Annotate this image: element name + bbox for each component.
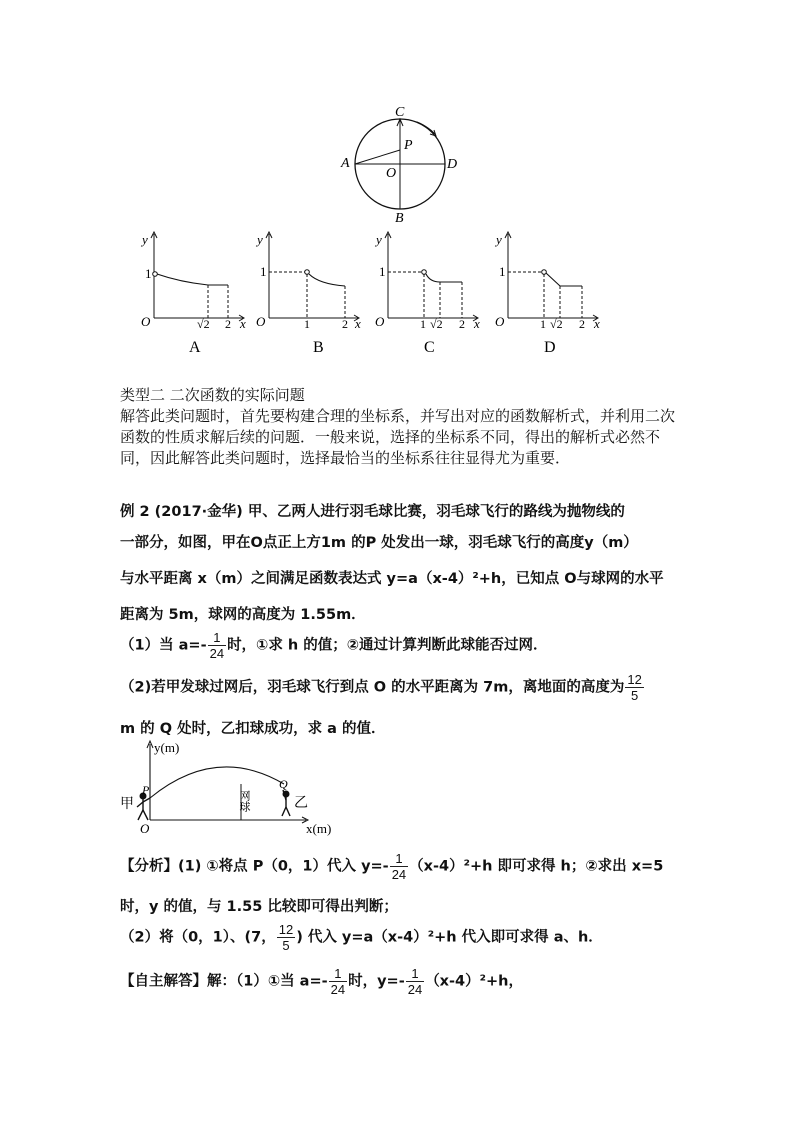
analysis-text: (1) ①将点 P（0，1）代入 y=- bbox=[178, 858, 389, 875]
y-tick-label: 1 bbox=[260, 264, 267, 279]
y-axis-label: y bbox=[376, 232, 382, 247]
example-line-3: 与水平距离 x（m）之间满足函数表达式 y=a（x-4）²+h，已知点 O与球网的水平 bbox=[120, 571, 664, 587]
analysis-line-2: 时，y 的值，与 1.55 比较即可得出判断； bbox=[120, 899, 398, 915]
x-axis-label: x bbox=[594, 316, 600, 331]
x-tick-label: √2 bbox=[430, 317, 443, 331]
point-Q-label: Q bbox=[279, 777, 288, 791]
question-2 bbox=[120, 672, 645, 703]
question-2-continued: m 的 Q 处时，乙扣球成功，求 a 的值． bbox=[120, 721, 386, 737]
analysis-text: ) 代入 y=a（x-4）²+h 代入即可求得 a、h． bbox=[296, 929, 603, 946]
fraction-numerator: 1 bbox=[208, 630, 226, 646]
circle-figure bbox=[335, 100, 465, 225]
example-line-2: 一部分，如图，甲在O点正上方1m 的P 处发出一球，羽毛球飞行的高度y（m） bbox=[120, 535, 638, 551]
analysis-tag: 【分析】 bbox=[120, 858, 178, 875]
graph-option-b bbox=[253, 228, 365, 358]
solution-text: （x-4）²+h， bbox=[425, 973, 523, 990]
origin-label: O bbox=[495, 314, 505, 329]
fraction-1-24 bbox=[329, 966, 347, 997]
solution-line bbox=[120, 966, 523, 997]
analysis-line-1 bbox=[120, 851, 663, 882]
x-axis-label: x bbox=[240, 316, 246, 331]
y-axis-label: y bbox=[142, 232, 148, 247]
option-label: A bbox=[189, 339, 201, 356]
graph-option-a bbox=[138, 228, 250, 358]
solution-text: 解：（1）①当 a=- bbox=[207, 973, 328, 990]
x-tick-label: 1 bbox=[540, 317, 546, 331]
x-tick-label: 1 bbox=[304, 317, 310, 331]
option-label: C bbox=[424, 339, 435, 356]
fraction-12-5 bbox=[277, 922, 295, 953]
y-axis-label: y bbox=[496, 232, 502, 247]
analysis-text: （x-4）²+h 即可求得 h；②求出 x=5 bbox=[409, 858, 664, 875]
label-O: O bbox=[386, 166, 397, 181]
net-label: 网球 bbox=[238, 790, 250, 812]
label-P: P bbox=[404, 138, 413, 153]
player-a-label: 甲 bbox=[120, 797, 134, 812]
x-tick-label: 2 bbox=[225, 317, 231, 331]
fraction-denominator: 5 bbox=[282, 938, 290, 953]
fraction-1-24 bbox=[208, 630, 226, 661]
x-tick-label: 2 bbox=[342, 317, 348, 331]
y-tick-label: 1 bbox=[499, 264, 506, 279]
x-axis-label: x bbox=[355, 316, 361, 331]
fraction-1-24 bbox=[390, 851, 408, 882]
option-label: D bbox=[544, 339, 556, 356]
badminton-court-figure bbox=[116, 738, 346, 838]
label-D: D bbox=[447, 157, 458, 172]
solution-tag: 【自主解答】 bbox=[120, 973, 207, 990]
fraction-numerator: 1 bbox=[406, 966, 424, 982]
fraction-denominator: 5 bbox=[631, 688, 639, 703]
question-1 bbox=[120, 630, 548, 661]
y-tick-label: 1 bbox=[379, 264, 386, 279]
x-tick-label: √2 bbox=[550, 317, 563, 331]
x-axis-label: x bbox=[474, 316, 480, 331]
fraction-numerator: 12 bbox=[627, 672, 642, 687]
fraction-denominator: 24 bbox=[209, 646, 225, 661]
example-line-1: 例 2 (2017·金华) 甲、乙两人进行羽毛球比赛，羽毛球飞行的路线为抛物线的 bbox=[120, 504, 625, 520]
option-label: B bbox=[313, 339, 324, 356]
fraction-denominator: 24 bbox=[330, 982, 346, 997]
graph-option-c bbox=[372, 228, 484, 358]
fraction-denominator: 24 bbox=[407, 982, 423, 997]
label-B: B bbox=[395, 211, 404, 225]
question-1-text: 时，①求 h 的值；②通过计算判断此球能否过网． bbox=[227, 637, 548, 654]
origin-label: O bbox=[375, 314, 385, 329]
label-C: C bbox=[395, 105, 405, 120]
player-b-label: 乙 bbox=[294, 796, 308, 811]
y-axis-label: y bbox=[257, 232, 263, 247]
origin-label: O bbox=[256, 314, 266, 329]
section-heading: 类型二 二次函数的实际问题 bbox=[120, 386, 305, 404]
origin-label: O bbox=[140, 821, 150, 836]
origin-label: O bbox=[141, 314, 151, 329]
fraction-12-5 bbox=[625, 672, 643, 703]
x-axis-label: x(m) bbox=[306, 821, 332, 836]
x-tick-label: 2 bbox=[459, 317, 465, 331]
fraction-numerator: 12 bbox=[278, 922, 294, 937]
label-A: A bbox=[341, 156, 350, 171]
example-line-4: 距离为 5m，球网的高度为 1.55m． bbox=[120, 607, 366, 623]
question-2-text: （2)若甲发球过网后，羽毛球飞行到点 O 的水平距离为 7m，离地面的高度为 bbox=[120, 679, 625, 696]
graph-option-d bbox=[492, 228, 604, 358]
fraction-numerator: 1 bbox=[390, 851, 408, 867]
y-axis-label: y(m) bbox=[154, 740, 180, 755]
question-1-prefix: （1）当 a=- bbox=[120, 637, 207, 654]
solution-text: 时，y=- bbox=[348, 973, 405, 990]
x-tick-label: 2 bbox=[579, 317, 585, 331]
section-intro: 解答此类问题时，首先要构建合理的坐标系，并写出对应的函数解析式，并利用二次函数的性质求解后续的问题．一般来说，选择的坐标系不同，得出的解析式必然不同，因此解答此类问题时，选择最恰当的坐标系往往显得尤为重要． bbox=[120, 407, 676, 467]
x-tick-label: 1 bbox=[420, 317, 426, 331]
fraction-1-24 bbox=[406, 966, 424, 997]
x-tick-label: √2 bbox=[197, 317, 210, 331]
analysis-line-3 bbox=[120, 922, 603, 953]
y-tick-label: 1 bbox=[145, 266, 152, 281]
point-P-label: P bbox=[142, 783, 150, 797]
analysis-text: （2）将（0，1）、(7， bbox=[120, 929, 276, 946]
fraction-numerator: 1 bbox=[329, 966, 347, 982]
fraction-denominator: 24 bbox=[391, 867, 407, 882]
